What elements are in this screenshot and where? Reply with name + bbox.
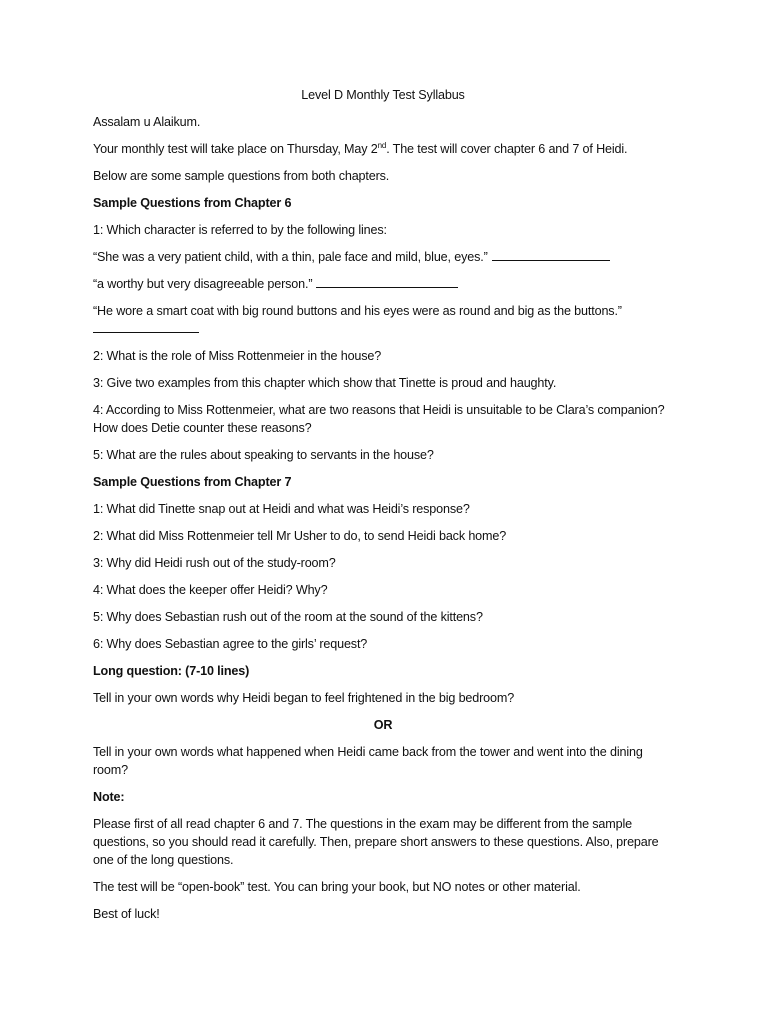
- closing-line: Best of luck!: [93, 907, 160, 921]
- note-paragraph-1: Please first of all read chapter 6 and 7. The questions in the exam may be different from the sample questions, so you should read it carefully. Then, prepare short answers to these questions. Also, prepare one of the long questions.: [93, 817, 659, 867]
- chapter6-question-1: 1: Which character is referred to by the following lines:: [93, 223, 387, 237]
- chapter7-question-5: 5: Why does Sebastian rush out of the room at the sound of the kittens?: [93, 610, 483, 624]
- document-title: Level D Monthly Test Syllabus: [301, 88, 465, 102]
- note-heading: Note:: [93, 790, 125, 804]
- chapter6-quote-1: [93, 248, 673, 266]
- chapter6-question-5: 5: What are the rules about speaking to servants in the house?: [93, 448, 434, 462]
- quote-3-text: “He wore a smart coat with big round buttons and his eyes were as round and big as the buttons.”: [93, 304, 622, 318]
- chapter6-question-4: 4: According to Miss Rottenmeier, what are two reasons that Heidi is unsuitable to be Clara’s companion? How does Detie counter these reasons?: [93, 403, 665, 435]
- note-paragraph-2: The test will be “open-book” test. You can bring your book, but NO notes or other material.: [93, 880, 581, 894]
- chapter7-question-2: 2: What did Miss Rottenmeier tell Mr Usher to do, to send Heidi back home?: [93, 529, 507, 543]
- answer-blank-2: [316, 275, 458, 288]
- answer-blank-1: [492, 248, 610, 261]
- date-superscript: nd: [377, 140, 387, 150]
- chapter7-question-4: 4: What does the keeper offer Heidi? Why?: [93, 583, 328, 597]
- chapter6-quote-3: [93, 302, 673, 338]
- chapter7-question-6: 6: Why does Sebastian agree to the girls’ request?: [93, 637, 368, 651]
- quote-1-text: “She was a very patient child, with a thin, pale face and mild, blue, eyes.”: [93, 250, 488, 264]
- chapter6-question-3: 3: Give two examples from this chapter which show that Tinette is proud and haughty.: [93, 376, 557, 390]
- intro-sample-note: Below are some sample questions from both chapters.: [93, 169, 390, 183]
- intro-paragraph: [93, 140, 673, 158]
- chapter6-quote-2: [93, 275, 673, 293]
- long-question-option-1: Tell in your own words why Heidi began to feel frightened in the big bedroom?: [93, 691, 515, 705]
- long-question-heading: Long question: (7-10 lines): [93, 664, 250, 678]
- or-divider: OR: [373, 718, 393, 732]
- answer-blank-3: [93, 320, 199, 333]
- chapter6-question-2: 2: What is the role of Miss Rottenmeier in the house?: [93, 349, 382, 363]
- document-page: [93, 86, 673, 932]
- chapter7-heading: Sample Questions from Chapter 7: [93, 475, 292, 489]
- intro-text-end: . The test will cover chapter 6 and 7 of Heidi.: [386, 142, 628, 156]
- chapter7-question-1: 1: What did Tinette snap out at Heidi and what was Heidi’s response?: [93, 502, 470, 516]
- quote-2-text: “a worthy but very disagreeable person.”: [93, 277, 313, 291]
- chapter6-heading: Sample Questions from Chapter 6: [93, 196, 292, 210]
- chapter7-question-3: 3: Why did Heidi rush out of the study-room?: [93, 556, 336, 570]
- intro-text-start: Your monthly test will take place on Thursday, May 2: [93, 142, 378, 156]
- long-question-option-2: Tell in your own words what happened when Heidi came back from the tower and went into the dining room?: [93, 745, 643, 777]
- greeting: Assalam u Alaikum.: [93, 115, 201, 129]
